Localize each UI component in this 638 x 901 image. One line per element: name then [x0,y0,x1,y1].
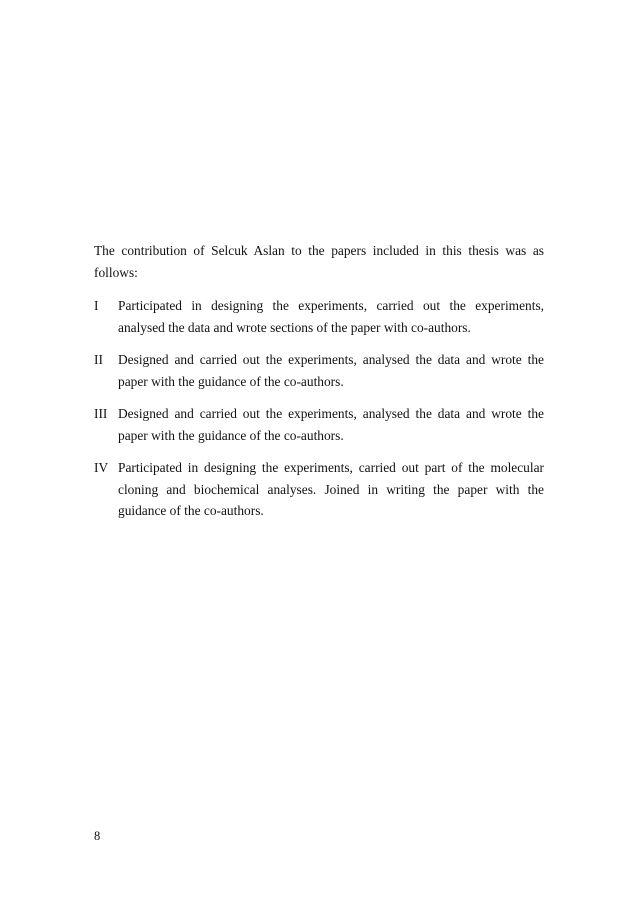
paper-contribution-text: Participated in designing the experiments, carried out the experiments, analysed the data and wrote sections of the paper with co-authors. [118,298,544,335]
paper-contribution-item [94,403,544,446]
contribution-intro: The contribution of Selcuk Aslan to the papers included in this thesis was as follows: [94,243,544,280]
paper-contribution-item [94,295,544,338]
paper-contribution-text: Designed and carried out the experiments, analysed the data and wrote the paper with the guidance of the co-authors. [118,406,544,443]
paper-contribution-item [94,457,544,522]
paper-number: IV [94,460,109,475]
paper-contribution-text: Participated in designing the experiments, carried out part of the molecular cloning and biochemical analyses. Joined in writing the paper with the guidance of the co-authors. [118,460,544,518]
paper-number: III [94,406,108,421]
paper-number: II [94,352,103,367]
paper-contribution-item [94,349,544,392]
contribution-section [94,240,544,533]
paper-number: I [94,298,99,313]
page-number: 8 [94,829,101,843]
paper-contribution-text: Designed and carried out the experiments, analysed the data and wrote the paper with the guidance of the co-authors. [118,352,544,389]
